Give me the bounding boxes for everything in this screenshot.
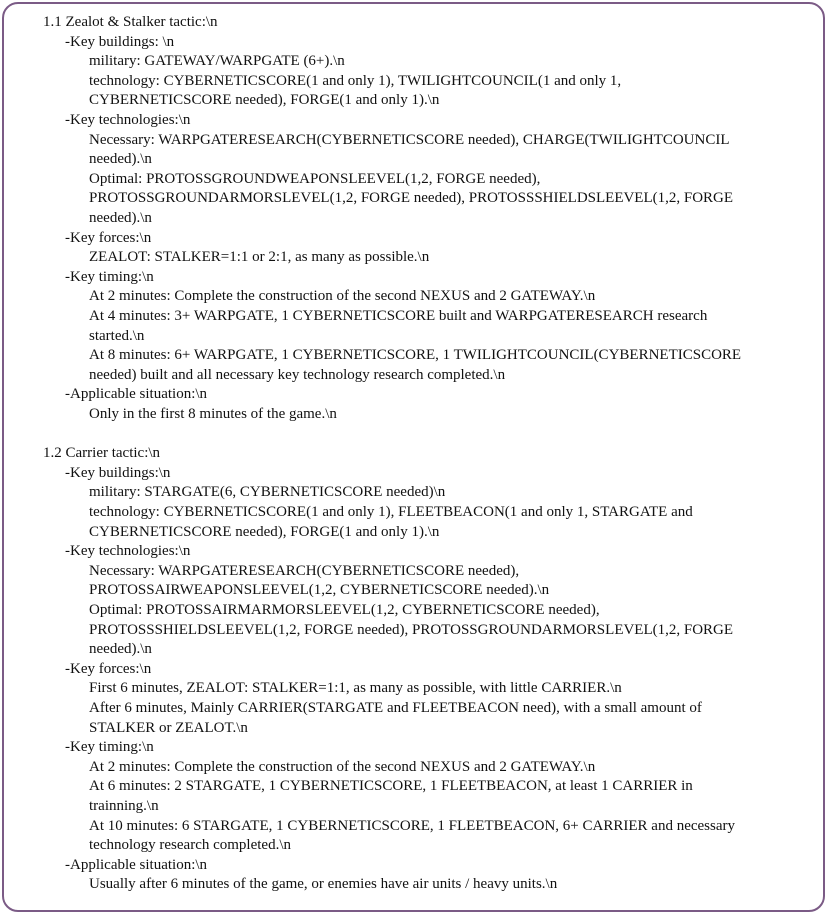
section-detail-line: At 4 minutes: 3+ WARPGATE, 1 CYBERNETICSCORE built and WARPGATERESEARCH research — [89, 308, 708, 324]
section-detail-line: PROTOSSSHIELDSLEEVEL(1,2, FORGE needed), PROTOSSGROUNDARMORSLEVEL(1,2, FORGE — [89, 621, 734, 638]
section-heading: -Key technologies:\n — [65, 543, 191, 560]
section-detail-line: needed).\n — [89, 151, 152, 168]
section-detail-line: First 6 minutes, ZEALOT: STALKER=1:1, as many as possible, with little CARRIER.\n — [89, 680, 622, 697]
section-detail-line: Optimal: PROTOSSAIRMARMORSLEEVEL(1,2, CYBERNETICSCORE needed), — [89, 602, 600, 618]
section-detail-line: needed).\n — [89, 641, 152, 658]
section-detail-line: technology: CYBERNETICSCORE(1 and only 1), TWILIGHTCOUNCIL(1 and only 1, — [89, 72, 622, 89]
section-detail-line: technology research completed.\n — [89, 837, 292, 854]
section-detail-line: STALKER or ZEALOT.\n — [89, 719, 248, 736]
section-heading: -Key forces:\n — [65, 660, 152, 677]
section-heading: -Key timing:\n — [65, 739, 154, 756]
section-heading: -Key technologies:\n — [65, 112, 191, 128]
section-heading: -Applicable situation:\n — [65, 386, 208, 403]
section-detail-line: Usually after 6 minutes of the game, or enemies have air units / heavy units.\n — [89, 876, 558, 893]
section-heading: -Key forces:\n — [65, 229, 152, 246]
section-detail-line: technology: CYBERNETICSCORE(1 and only 1), FLEETBEACON(1 and only 1, STARGATE and — [89, 504, 693, 520]
section-detail-line: needed) built and all necessary key technology research completed.\n — [89, 366, 506, 383]
section-detail-line: PROTOSSGROUNDARMORSLEVEL(1,2, FORGE needed), PROTOSSSHIELDSLEEVEL(1,2, FORGE — [89, 190, 734, 207]
section-detail-line: Necessary: WARPGATERESEARCH(CYBERNETICSCORE needed), CHARGE(TWILIGHTCOUNCIL — [89, 131, 730, 148]
section-detail-line: At 6 minutes: 2 STARGATE, 1 CYBERNETICSCORE, 1 FLEETBEACON, at least 1 CARRIER in — [89, 778, 693, 795]
section-detail-line: At 10 minutes: 6 STARGATE, 1 CYBERNETICSCORE, 1 FLEETBEACON, 6+ CARRIER and necessary — [89, 817, 735, 834]
section-detail-line: PROTOSSAIRWEAPONSLEEVEL(1,2, CYBERNETICSCORE needed).\n — [89, 582, 550, 599]
section-detail-line: At 8 minutes: 6+ WARPGATE, 1 CYBERNETICSCORE, 1 TWILIGHTCOUNCIL(CYBERNETICSCORE — [89, 347, 742, 364]
tactic-title: 1.1 Zealot & Stalker tactic:\n — [43, 14, 218, 30]
section-detail-line: trainning.\n — [89, 798, 159, 814]
section-detail-line: ZEALOT: STALKER=1:1 or 2:1, as many as possible.\n — [89, 249, 430, 266]
section-heading: -Key timing:\n — [65, 268, 154, 285]
section-detail-line: CYBERNETICSCORE needed), FORGE(1 and only 1).\n — [89, 523, 440, 540]
section-detail-line: Optimal: PROTOSSGROUNDWEAPONSLEEVEL(1,2, FORGE needed), — [89, 170, 541, 187]
section-detail-line: started.\n — [89, 327, 145, 344]
section-detail-line: military: GATEWAY/WARPGATE (6+).\n — [89, 53, 345, 70]
section-detail-line: military: STARGATE(6, CYBERNETICSCORE needed)\n — [89, 484, 446, 501]
section-detail-line: At 2 minutes: Complete the construction of the second NEXUS and 2 GATEWAY.\n — [89, 288, 596, 305]
section-detail-line: Only in the first 8 minutes of the game.\n — [89, 406, 337, 422]
section-detail-line: needed).\n — [89, 210, 152, 226]
section-heading: -Key buildings: \n — [65, 33, 175, 50]
section-detail-line: At 2 minutes: Complete the construction of the second NEXUS and 2 GATEWAY.\n — [89, 758, 596, 775]
section-detail-line: After 6 minutes, Mainly CARRIER(STARGATE and FLEETBEACON need), with a small amount of — [89, 700, 702, 716]
section-heading: -Applicable situation:\n — [65, 856, 208, 873]
tactic-title: 1.2 Carrier tactic:\n — [43, 445, 161, 462]
section-detail-line: Necessary: WARPGATERESEARCH(CYBERNETICSCORE needed), — [89, 562, 520, 579]
section-detail-line: CYBERNETICSCORE needed), FORGE(1 and only 1).\n — [89, 92, 440, 109]
section-heading: -Key buildings:\n — [65, 464, 171, 481]
